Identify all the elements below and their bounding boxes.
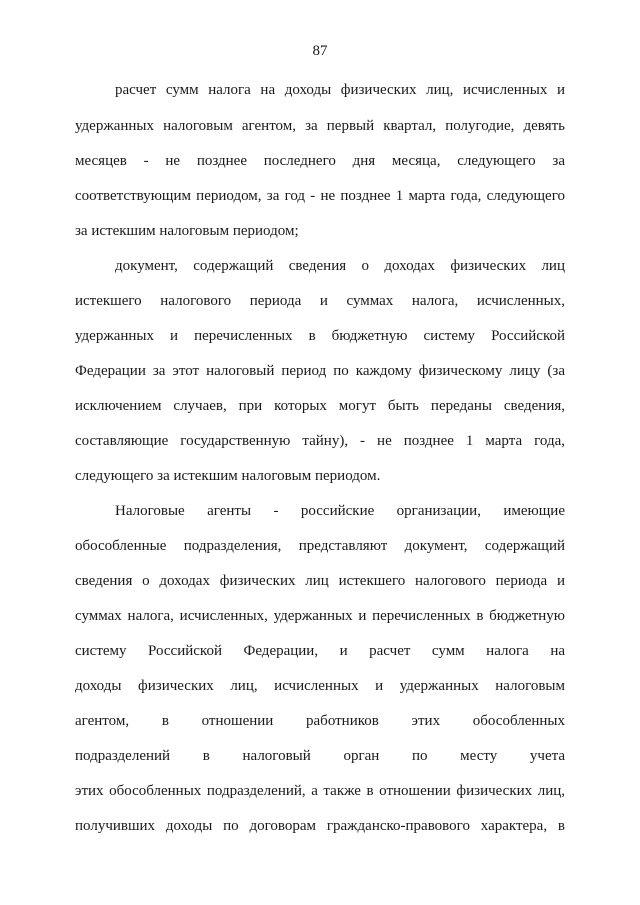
paragraph-3-line-9: этих обособленных подразделений, а также в отношении физических лиц,	[75, 783, 565, 799]
paragraph-2-line-6: составляющие государственную тайну), - не позднее 1 марта года,	[75, 433, 565, 449]
paragraph-3-line-2: обособленные подразделения, представляют документ, содержащий	[75, 538, 565, 554]
paragraph-3-line-1: Налоговые агенты - российские организации, имеющие	[115, 503, 565, 519]
paragraph-3-line-10: получивших доходы по договорам гражданско-правового характера, в	[75, 818, 565, 834]
paragraph-3-line-4: суммах налога, исчисленных, удержанных и перечисленных в бюджетную	[75, 608, 565, 624]
paragraph-3-line-6: доходы физических лиц, исчисленных и удержанных налоговым	[75, 678, 565, 694]
paragraph-3-line-8: подразделений в налоговый орган по месту учета	[75, 748, 565, 764]
paragraph-1-line-4: соответствующим периодом, за год - не позднее 1 марта года, следующего	[75, 188, 565, 204]
paragraph-3-line-7: агентом, в отношении работников этих обособленных	[75, 713, 565, 729]
page-number: 87	[312, 43, 328, 59]
paragraph-1-line-2: удержанных налоговым агентом, за первый квартал, полугодие, девять	[75, 118, 565, 134]
paragraph-2-line-7: следующего за истекшим налоговым периодом.	[75, 468, 381, 484]
paragraph-3-line-3: сведения о доходах физических лиц истекшего налогового периода и	[75, 573, 565, 589]
paragraph-1-line-3: месяцев - не позднее последнего дня месяца, следующего за	[75, 153, 565, 169]
paragraph-2-line-1: документ, содержащий сведения о доходах физических лиц	[115, 258, 565, 274]
paragraph-2-line-2: истекшего налогового периода и суммах налога, исчисленных,	[75, 293, 565, 309]
paragraph-2-line-4: Федерации за этот налоговый период по каждому физическому лицу (за	[75, 363, 565, 379]
paragraph-2-line-5: исключением случаев, при которых могут быть переданы сведения,	[75, 398, 565, 414]
paragraph-1-line-1: расчет сумм налога на доходы физических лиц, исчисленных и	[115, 82, 565, 98]
paragraph-3-line-5: систему Российской Федерации, и расчет сумм налога на	[75, 643, 565, 659]
paragraph-1-line-5: за истекшим налоговым периодом;	[75, 223, 299, 239]
paragraph-2-line-3: удержанных и перечисленных в бюджетную систему Российской	[75, 328, 565, 344]
